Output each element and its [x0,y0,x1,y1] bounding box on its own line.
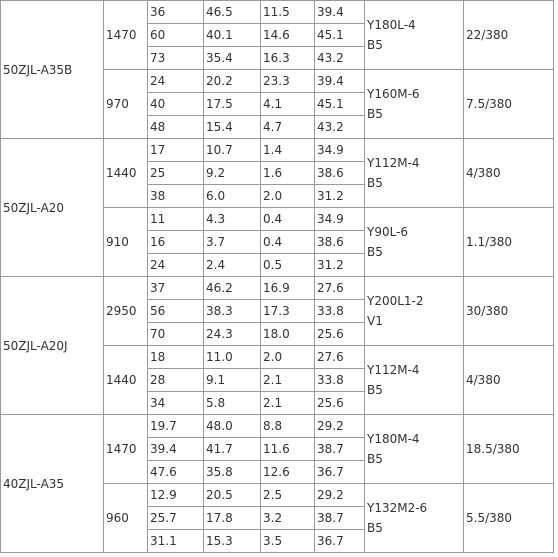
head-cell: 20.2 [204,70,261,93]
head-cell: 20.5 [204,484,261,507]
efficiency-cell: 27.6 [315,277,365,300]
motor-power-cell: 18.5/380 [464,415,554,484]
motor-model-cell [365,208,464,277]
efficiency-cell: 38.7 [315,507,365,530]
model-cell: 50ZJL-A35B [1,1,104,139]
head-cell: 15.4 [204,116,261,139]
flow-cell: 11 [148,208,204,231]
head-cell: 35.8 [204,461,261,484]
flow-cell: 25.7 [148,507,204,530]
flow-cell: 19.7 [148,415,204,438]
efficiency-cell: 45.1 [315,93,365,116]
efficiency-cell: 25.6 [315,323,365,346]
flow-cell: 25 [148,162,204,185]
head-cell: 41.7 [204,438,261,461]
motor-model-line2: B5 [367,38,383,52]
speed-cell: 970 [104,70,148,139]
head-cell: 40.1 [204,24,261,47]
head-cell: 11.0 [204,346,261,369]
motor-model-line2: B5 [367,383,383,397]
power-shaft-cell: 0.4 [261,231,315,254]
efficiency-cell: 34.9 [315,139,365,162]
power-shaft-cell: 16.9 [261,277,315,300]
power-shaft-cell: 3.5 [261,530,315,553]
motor-model-line2: V1 [367,314,383,328]
motor-model-cell [365,346,464,415]
efficiency-cell: 31.2 [315,185,365,208]
flow-cell: 31.1 [148,530,204,553]
motor-model-cell [365,1,464,70]
flow-cell: 16 [148,231,204,254]
efficiency-cell: 38.6 [315,162,365,185]
efficiency-cell: 45.1 [315,24,365,47]
power-shaft-cell: 1.4 [261,139,315,162]
head-cell: 9.1 [204,369,261,392]
table-row [1,277,554,300]
motor-model-cell [365,70,464,139]
table-row [1,139,554,162]
flow-cell: 40 [148,93,204,116]
power-shaft-cell: 18.0 [261,323,315,346]
power-shaft-cell: 4.1 [261,93,315,116]
table-body [1,1,554,553]
motor-model-cell [365,277,464,346]
power-shaft-cell: 23.3 [261,70,315,93]
power-shaft-cell: 3.2 [261,507,315,530]
head-cell: 17.5 [204,93,261,116]
power-shaft-cell: 2.0 [261,346,315,369]
flow-cell: 36 [148,1,204,24]
speed-cell: 1440 [104,346,148,415]
efficiency-cell: 38.6 [315,231,365,254]
flow-cell: 48 [148,116,204,139]
flow-cell: 28 [148,369,204,392]
motor-model-line2: B5 [367,176,383,190]
head-cell: 24.3 [204,323,261,346]
flow-cell: 60 [148,24,204,47]
flow-cell: 24 [148,70,204,93]
flow-cell: 47.6 [148,461,204,484]
speed-cell: 960 [104,484,148,553]
table-row [1,415,554,438]
table-row [1,1,554,24]
efficiency-cell: 34.9 [315,208,365,231]
head-cell: 17.8 [204,507,261,530]
motor-model-line1: Y132M2-6 [367,501,428,515]
power-shaft-cell: 2.1 [261,369,315,392]
power-shaft-cell: 11.5 [261,1,315,24]
speed-cell: 1470 [104,1,148,70]
motor-model-line1: Y112M-4 [367,156,420,170]
head-cell: 4.3 [204,208,261,231]
efficiency-cell: 43.2 [315,116,365,139]
motor-model-cell [365,415,464,484]
head-cell: 6.0 [204,185,261,208]
flow-cell: 18 [148,346,204,369]
head-cell: 46.2 [204,277,261,300]
motor-model-line1: Y180M-4 [367,432,420,446]
flow-cell: 70 [148,323,204,346]
motor-model-line1: Y112M-4 [367,363,420,377]
head-cell: 2.4 [204,254,261,277]
head-cell: 10.7 [204,139,261,162]
model-cell: 40ZJL-A35 [1,415,104,553]
motor-model-line1: Y200L1-2 [367,294,424,308]
efficiency-cell: 43.2 [315,47,365,70]
flow-cell: 73 [148,47,204,70]
speed-cell: 910 [104,208,148,277]
power-shaft-cell: 2.1 [261,392,315,415]
speed-cell: 2950 [104,277,148,346]
motor-model-line2: B5 [367,521,383,535]
flow-cell: 38 [148,185,204,208]
efficiency-cell: 36.7 [315,530,365,553]
efficiency-cell: 29.2 [315,484,365,507]
speed-cell: 1470 [104,415,148,484]
efficiency-cell: 31.2 [315,254,365,277]
power-shaft-cell: 8.8 [261,415,315,438]
motor-power-cell: 4/380 [464,139,554,208]
model-cell: 50ZJL-A20 [1,139,104,277]
motor-power-cell: 22/380 [464,1,554,70]
power-shaft-cell: 16.3 [261,47,315,70]
power-shaft-cell: 4.7 [261,116,315,139]
motor-power-cell: 1.1/380 [464,208,554,277]
head-cell: 46.5 [204,1,261,24]
power-shaft-cell: 2.5 [261,484,315,507]
flow-cell: 56 [148,300,204,323]
efficiency-cell: 39.4 [315,70,365,93]
motor-model-line2: B5 [367,245,383,259]
efficiency-cell: 36.7 [315,461,365,484]
power-shaft-cell: 14.6 [261,24,315,47]
motor-model-cell [365,484,464,553]
power-shaft-cell: 0.4 [261,208,315,231]
head-cell: 15.3 [204,530,261,553]
flow-cell: 37 [148,277,204,300]
motor-power-cell: 30/380 [464,277,554,346]
flow-cell: 24 [148,254,204,277]
motor-model-cell [365,139,464,208]
head-cell: 5.8 [204,392,261,415]
motor-model-line1: Y90L-6 [367,225,409,239]
motor-model-line1: Y180L-4 [367,18,416,32]
motor-power-cell: 5.5/380 [464,484,554,553]
motor-model-line2: B5 [367,452,383,466]
speed-cell: 1440 [104,139,148,208]
head-cell: 3.7 [204,231,261,254]
efficiency-cell: 33.8 [315,369,365,392]
power-shaft-cell: 11.6 [261,438,315,461]
head-cell: 38.3 [204,300,261,323]
flow-cell: 17 [148,139,204,162]
motor-model-line2: B5 [367,107,383,121]
power-shaft-cell: 12.6 [261,461,315,484]
model-cell: 50ZJL-A20J [1,277,104,415]
head-cell: 48.0 [204,415,261,438]
motor-model-line1: Y160M-6 [367,87,420,101]
efficiency-cell: 33.8 [315,300,365,323]
motor-power-cell: 4/380 [464,346,554,415]
efficiency-cell: 29.2 [315,415,365,438]
efficiency-cell: 27.6 [315,346,365,369]
head-cell: 9.2 [204,162,261,185]
head-cell: 35.4 [204,47,261,70]
power-shaft-cell: 0.5 [261,254,315,277]
flow-cell: 12.9 [148,484,204,507]
efficiency-cell: 38.7 [315,438,365,461]
flow-cell: 39.4 [148,438,204,461]
efficiency-cell: 25.6 [315,392,365,415]
efficiency-cell: 39.4 [315,1,365,24]
motor-power-cell: 7.5/380 [464,70,554,139]
power-shaft-cell: 2.0 [261,185,315,208]
power-shaft-cell: 17.3 [261,300,315,323]
power-shaft-cell: 1.6 [261,162,315,185]
flow-cell: 34 [148,392,204,415]
